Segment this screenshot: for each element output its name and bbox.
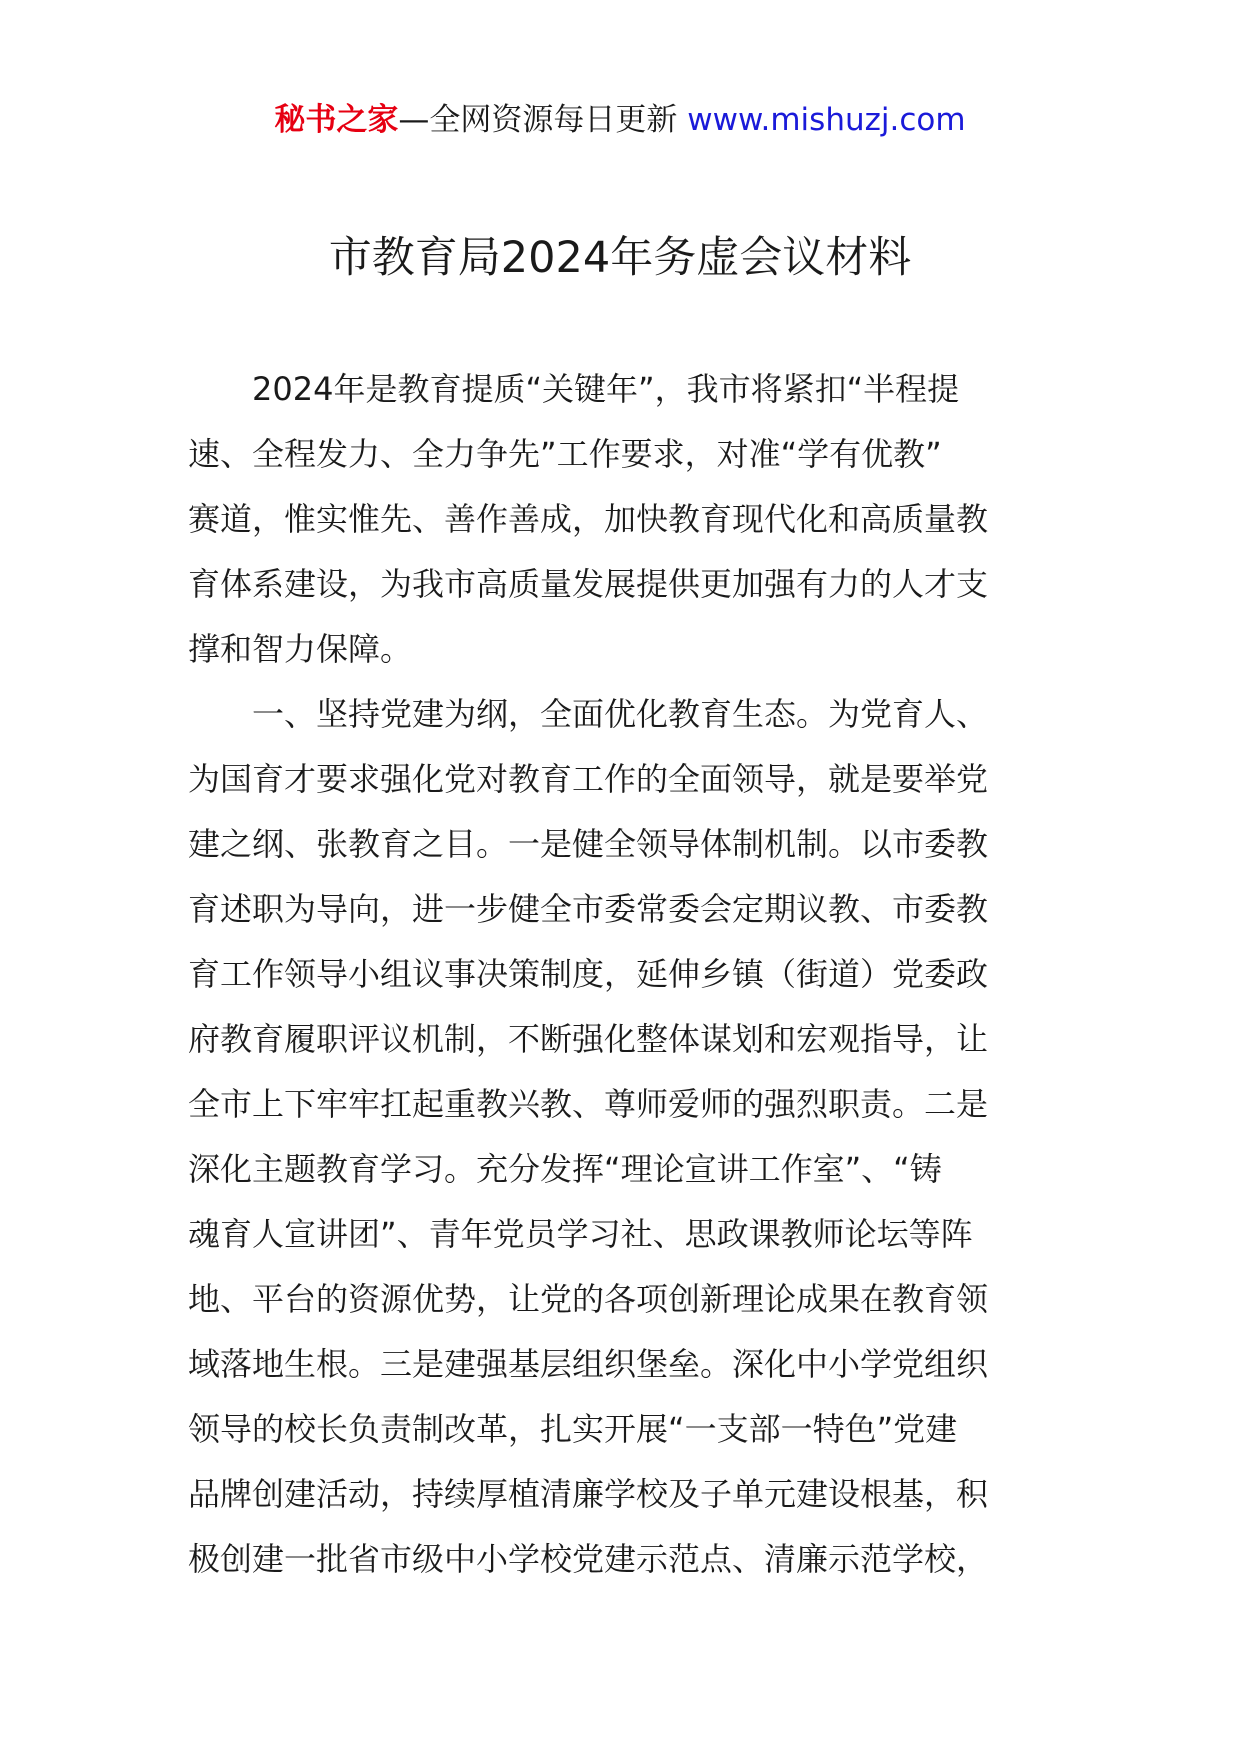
brand-name: 秘书之家 [274, 102, 399, 138]
text-line: 域落地生根。三是建强基层组织堡垒。深化中小学党组织 [188, 1345, 989, 1383]
site-header [0, 100, 1240, 140]
text-line: 育体系建设，为我市高质量发展提供更加强有力的人才支 [188, 565, 989, 603]
text-line: 品牌创建活动，持续厚植清廉学校及子单元建设根基，积 [188, 1475, 989, 1513]
text-line: 极创建一批省市级中小学校党建示范点、清廉示范学校， [188, 1540, 989, 1578]
text-line: 建之纲、张教育之目。一是健全领导体制机制。以市委教 [188, 825, 989, 863]
text-line: 魂育人宣讲团”、青年党员学习社、思政课教师论坛等阵 [188, 1215, 973, 1253]
text-line: 一、坚持党建为纲，全面优化教育生态。为党育人、 [188, 695, 989, 733]
text-line: 为国育才要求强化党对教育工作的全面领导，就是要举党 [188, 760, 989, 798]
text-line: 2024年是教育提质“关键年”，我市将紧扣“半程提 [188, 370, 960, 408]
text-line: 育述职为导向，进一步健全市委常委会定期议教、市委教 [188, 890, 989, 928]
text-line: 地、平台的资源优势，让党的各项创新理论成果在教育领 [188, 1280, 989, 1318]
text-line: 领导的校长负责制改革，扎实开展“一支部一特色”党建 [188, 1410, 958, 1448]
header-slogan: —全网资源每日更新 [398, 102, 678, 138]
text-line: 深化主题教育学习。充分发挥“理论宣讲工作室”、“铸 [188, 1150, 942, 1188]
document-title: 市教育局2024年务虚会议材料 [328, 233, 912, 283]
text-line: 府教育履职评议机制，不断强化整体谋划和宏观指导，让 [188, 1020, 989, 1058]
text-line: 育工作领导小组议事决策制度，延伸乡镇（街道）党委政 [188, 955, 989, 993]
document-body [188, 357, 1038, 1592]
text-line: 撑和智力保障。 [188, 630, 413, 668]
text-line: 全市上下牢牢扛起重教兴教、尊师爱师的强烈职责。二是 [188, 1085, 989, 1123]
site-url-link[interactable]: www.mishuzj.com [687, 102, 966, 138]
text-line: 速、全程发力、全力争先”工作要求，对准“学有优教” [188, 435, 942, 473]
text-line: 赛道，惟实惟先、善作善成，加快教育现代化和高质量教 [188, 500, 989, 538]
